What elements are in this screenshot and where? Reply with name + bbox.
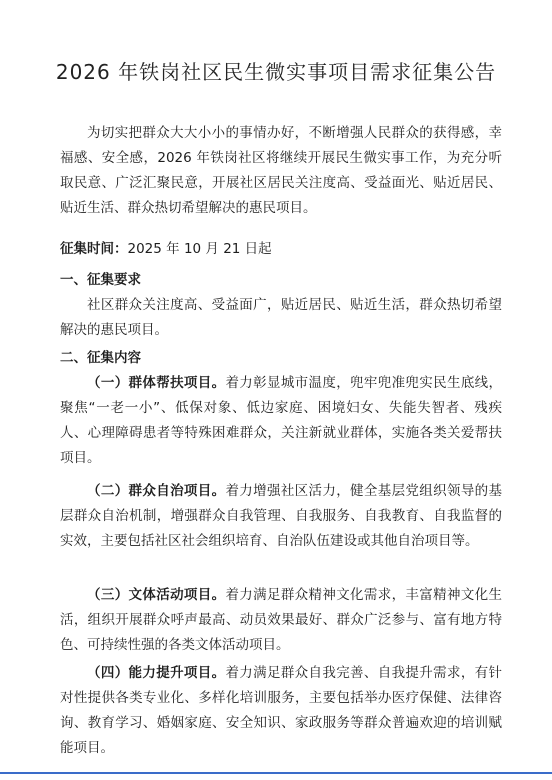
document-title: 2026 年铁岗社区民生微实事项目需求征集公告 <box>55 60 497 84</box>
section-heading-content: 二、征集内容 <box>60 350 141 366</box>
section-heading-requirements: 一、征集要求 <box>60 272 141 288</box>
content-item-4 <box>60 661 502 761</box>
content-item-3 <box>60 583 502 658</box>
collection-time-label: 征集时间： <box>60 241 128 257</box>
content-item-3-text: 着力满足群众精神文化需求，丰富精神文化生活，组织开展群众呼声最高、动员效果最好、群众广泛参与、富有地方特色、可持续性强的各类文体活动项目。 <box>60 587 503 653</box>
content-item-1-lead: （一）群体帮扶项目。 <box>87 375 226 391</box>
content-item-4-lead: （四）能力提升项目。 <box>87 665 226 681</box>
content-item-2-lead: （二）群众自治项目。 <box>87 483 226 499</box>
content-item-2 <box>60 479 502 554</box>
content-item-1-text: 着力彰显城市温度，兜牢兜准兜实民生底线，聚焦“一老一小”、低保对象、低边家庭、困境妇女、失能失智者、残疾人、心理障碍患者等特殊困难群众，关注新就业群体，实施各类关爱帮扶项目。 <box>60 375 503 466</box>
bottom-rule <box>0 772 552 774</box>
intro-paragraph: 为切实把群众大大小小的事情办好，不断增强人民群众的获得感，幸福感、安全感，2026 年铁岗社区将继续开展民生微实事工作，为充分听取民意、广泛汇聚民意，开展社区居民关注度高、受益面光、贴近居民、贴近生活、群众热切希望解决的惠民项目。 <box>60 125 502 216</box>
content-item-1 <box>60 371 502 471</box>
content-item-3-lead: （三）文体活动项目。 <box>87 587 226 603</box>
collection-time <box>60 237 502 262</box>
content-item-2-text: 着力增强社区活力，健全基层党组织领导的基层群众自治机制，增强群众自我管理、自我服务、自我教育、自我监督的实效，主要包括社区社会组织培育、自治队伍建设或其他自治项目等。 <box>60 483 503 549</box>
requirements-paragraph: 社区群众关注度高、受益面广，贴近居民、贴近生活，群众热切希望解决的惠民项目。 <box>60 297 502 338</box>
content-item-4-text: 着力满足群众自我完善、自我提升需求，有针对性提供各类专业化、多样化培训服务，主要包括举办医疗保健、法律咨询、教育学习、婚姻家庭、安全知识、家政服务等群众普遍欢迎的培训赋能项目。 <box>60 665 503 756</box>
collection-time-value: 2025 年 10 月 21 日起 <box>127 241 272 257</box>
